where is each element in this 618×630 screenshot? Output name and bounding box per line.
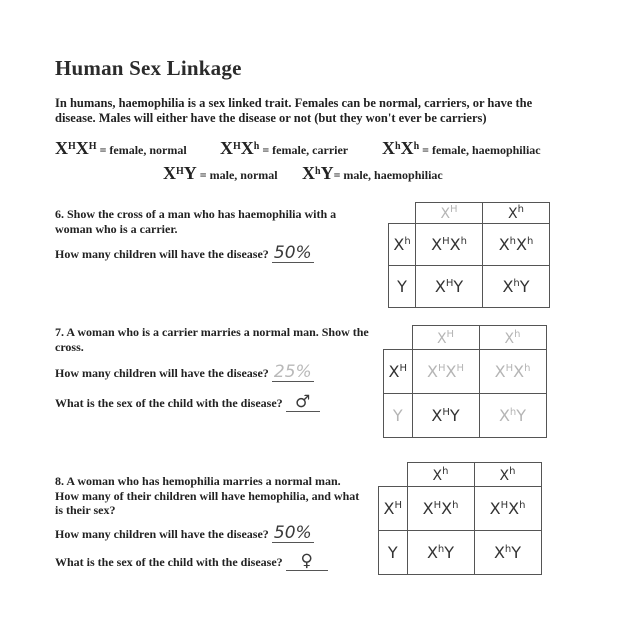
p7-header-1: $X^H$ [412,326,479,350]
p8-cell-11: $X^HX^h$ [407,487,474,531]
p7-cell-11: $X^HX^H$ [412,350,479,394]
genotype-male-haemophiliac: $X^hY=$ male, haemophiliac [302,163,443,183]
p8-cell-21: $X^hY$ [407,531,474,575]
p7-cell-21: $X^HY$ [412,394,479,438]
question-7-count-field[interactable]: 25% [272,365,314,382]
question-7-prompt: 7. A woman who is a carrier marries a normal man. Show the cross. [55,325,369,354]
p6-cell-21: $X^HY$ [416,266,483,308]
intro-paragraph: In humans, haemophilia is a sex linked trait. Females can be normal, carriers, or have the disease. Males will either have the disease or not (but they won't ever be carriers) [55,96,533,125]
question-7-count: How many children will have the disease? 25% [55,365,314,382]
p6-row-1-label: $X^h$ [389,224,416,266]
punnett-square-8 [378,462,542,575]
question-8-count: How many children will have the disease? 50% [55,526,314,543]
p8-cell-22: $X^hY$ [474,531,541,575]
p8-row-2-label: Y [379,531,408,575]
p7-header-2: $X^h$ [479,326,546,350]
genotype-female-normal: $X^HX^H$ = female, normal [55,138,187,158]
genotype-male-normal: $X^HY$ = male, normal [163,163,278,183]
question-7-sex-field[interactable]: ♂ [286,395,320,412]
question-8-sex: What is the sex of the child with the disease? ♀ [55,554,328,571]
p7-cell-12: $X^HX^h$ [479,350,546,394]
p6-header-1: $X^H$ [416,203,483,224]
question-8-count-field[interactable]: 50% [272,526,314,543]
p6-cell-22: $X^hY$ [483,266,550,308]
genotype-female-haemophiliac: $X^hX^h$ = female, haemophiliac [382,138,541,158]
p6-cell-11: $X^HX^h$ [416,224,483,266]
question-6-answer-field[interactable]: 50% [272,246,314,263]
p6-row-2-label: Y [389,266,416,308]
question-8-prompt: 8. A woman who has hemophilia marries a normal man. How many of their children will have hemophilia, and what is their sex? [55,474,360,517]
question-8-sex-field[interactable]: ♀ [286,554,328,571]
punnett-square-7 [383,325,547,438]
p8-row-1-label: $X^H$ [379,487,408,531]
p7-cell-22: $X^hY$ [479,394,546,438]
question-6-prompt: 6. Show the cross of a man who has haemophilia with a woman who is a carrier. [55,207,337,236]
p7-row-1-label: $X^H$ [384,350,413,394]
p7-row-2-label: Y [384,394,413,438]
p6-header-2: $X^h$ [483,203,550,224]
question-7-sex: What is the sex of the child with the disease? ♂ [55,395,320,412]
p8-cell-12: $X^HX^h$ [474,487,541,531]
genotype-female-carrier: $X^HX^h$ = female, carrier [220,138,349,158]
p8-header-2: $X^h$ [474,463,541,487]
p8-header-1: $X^h$ [407,463,474,487]
punnett-square-6 [388,202,550,308]
p6-cell-12: $X^hX^h$ [483,224,550,266]
page-title: Human Sex Linkage [55,56,242,80]
question-6-count: How many children will have the disease? 50% [55,246,314,263]
